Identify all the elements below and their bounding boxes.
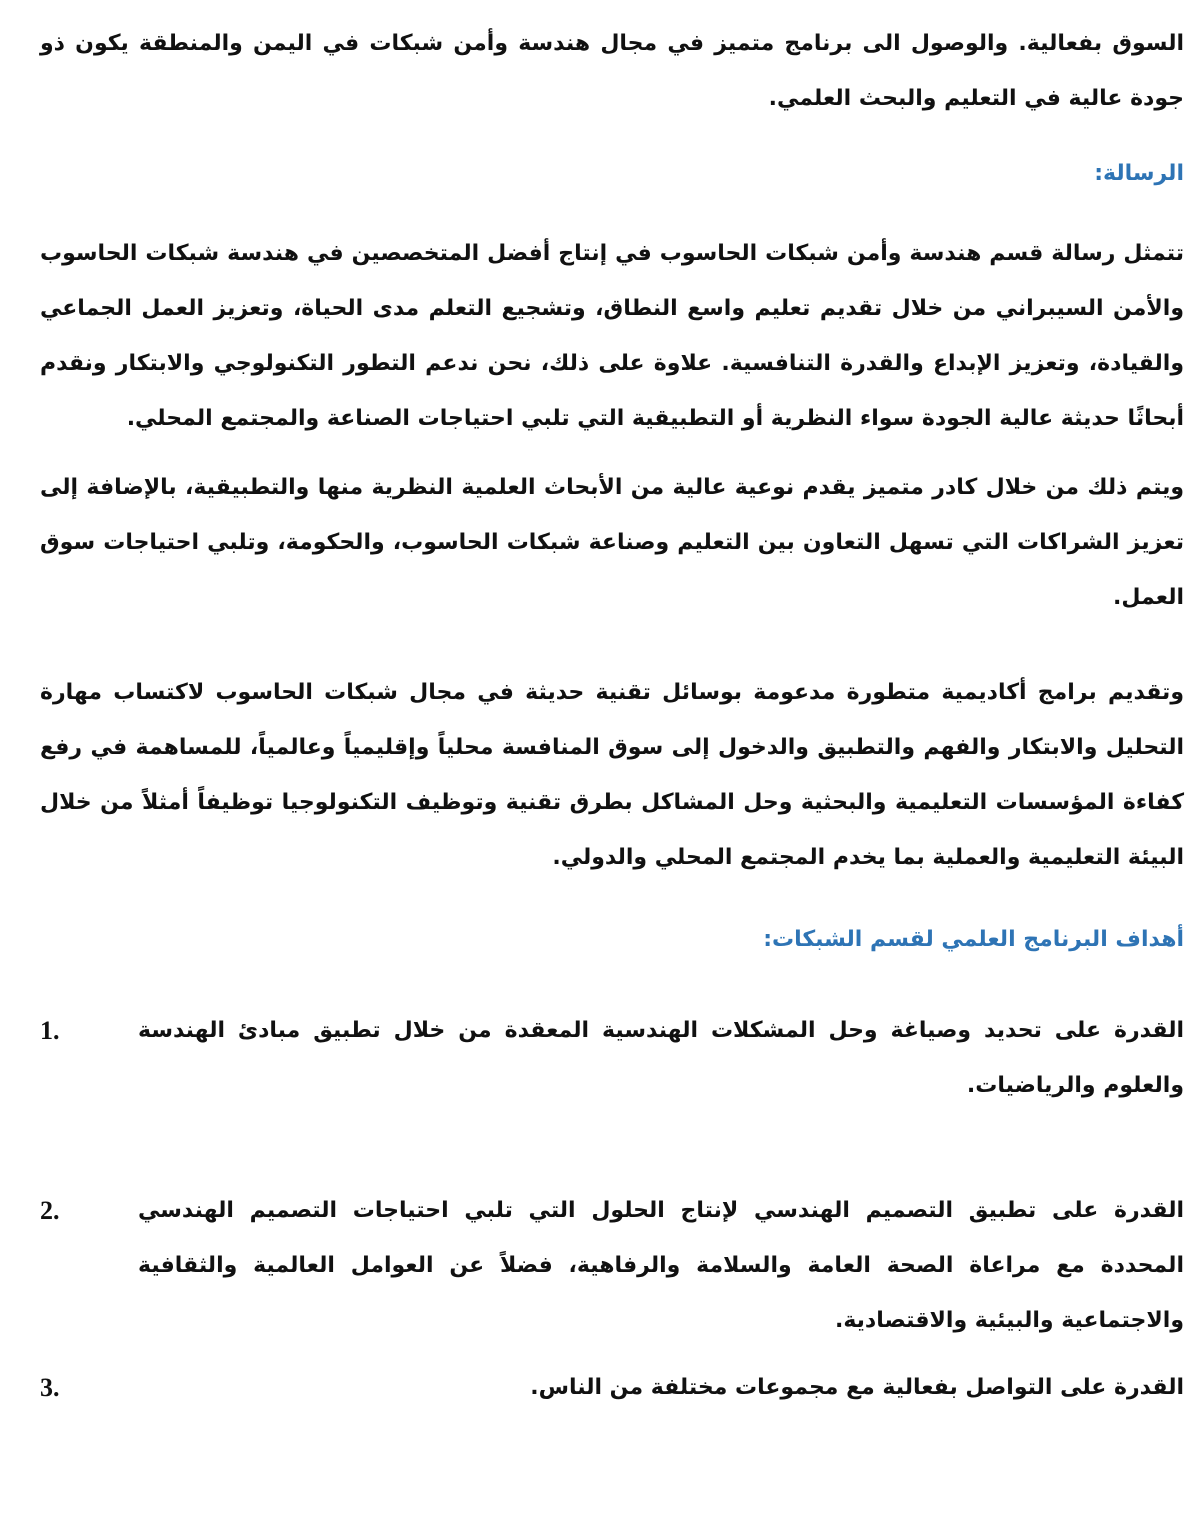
document-page xyxy=(40,16,1184,1415)
goal-text: القدرة على تطبيق التصميم الهندسي لإنتاج الحلول التي تلبي احتياجات التصميم الهندسي المحددة مع مراعاة الصحة العامة والسلامة والرفاهية، فضلاً عن العوامل العالمية والثقافية والاجتماعية والبيئية والاقتصادية. xyxy=(138,1198,1184,1333)
goals-heading: أهداف البرنامج العلمي لقسم الشبكات: xyxy=(763,927,1184,952)
goal-item xyxy=(40,1183,1184,1348)
goal-text: القدرة على تحديد وصياغة وحل المشكلات الهندسية المعقدة من خلال تطبيق مبادئ الهندسة والعلوم والرياضيات. xyxy=(138,1018,1184,1098)
goal-item xyxy=(40,1360,1184,1415)
goal-item xyxy=(40,1003,1184,1113)
goal-text: القدرة على التواصل بفعالية مع مجموعات مختلفة من الناس. xyxy=(530,1375,1184,1400)
goal-number: 3. xyxy=(40,1373,60,1402)
goal-number: 1. xyxy=(40,1016,60,1045)
goals-list xyxy=(40,1003,1184,1415)
intro-paragraph: السوق بفعالية. والوصول الى برنامج متميز في مجال هندسة وأمن شبكات في اليمن والمنطقة يكون ذو جودة عالية في التعليم والبحث العلمي. xyxy=(40,31,1184,111)
mission-paragraph-2: ويتم ذلك من خلال كادر متميز يقدم نوعية عالية من الأبحاث العلمية النظرية منها والتطبيقية، بالإضافة إلى تعزيز الشراكات التي تسهل التعاون بين التعليم وصناعة شبكات الحاسوب، والحكومة، وتلبي احتياجات سوق العمل. xyxy=(40,475,1184,610)
mission-paragraph-3: وتقديم برامج أكاديمية متطورة مدعومة بوسائل تقنية حديثة في مجال شبكات الحاسوب لاكتساب مهارة التحليل والابتكار والفهم والتطبيق والدخول إلى سوق المنافسة محلياً وإقليمياً وعالمياً، للمساهمة في رفع كفاءة المؤسسات التعليمية والبحثية وحل المشاكل بطرق تقنية وتوظيف التكنولوجيا توظيفاً أمثلاً من خلال البيئة التعليمية والعملية بما يخدم المجتمع المحلي والدولي. xyxy=(40,680,1184,870)
mission-heading: الرسالة: xyxy=(1094,161,1184,186)
mission-paragraph-1: تتمثل رسالة قسم هندسة وأمن شبكات الحاسوب في إنتاج أفضل المتخصصين في هندسة شبكات الحاسوب والأمن السيبراني من خلال تقديم تعليم واسع النطاق، وتشجيع التعلم مدى الحياة، وتعزيز العمل الجماعي والقيادة، وتعزيز الإبداع والقدرة التنافسية. علاوة على ذلك، نحن ندعم التطور التكنولوجي والابتكار ونقدم أبحاثًا حديثة عالية الجودة سواء النظرية أو التطبيقية التي تلبي احتياجات الصناعة والمجتمع المحلي. xyxy=(40,241,1184,431)
goal-number: 2. xyxy=(40,1196,60,1225)
